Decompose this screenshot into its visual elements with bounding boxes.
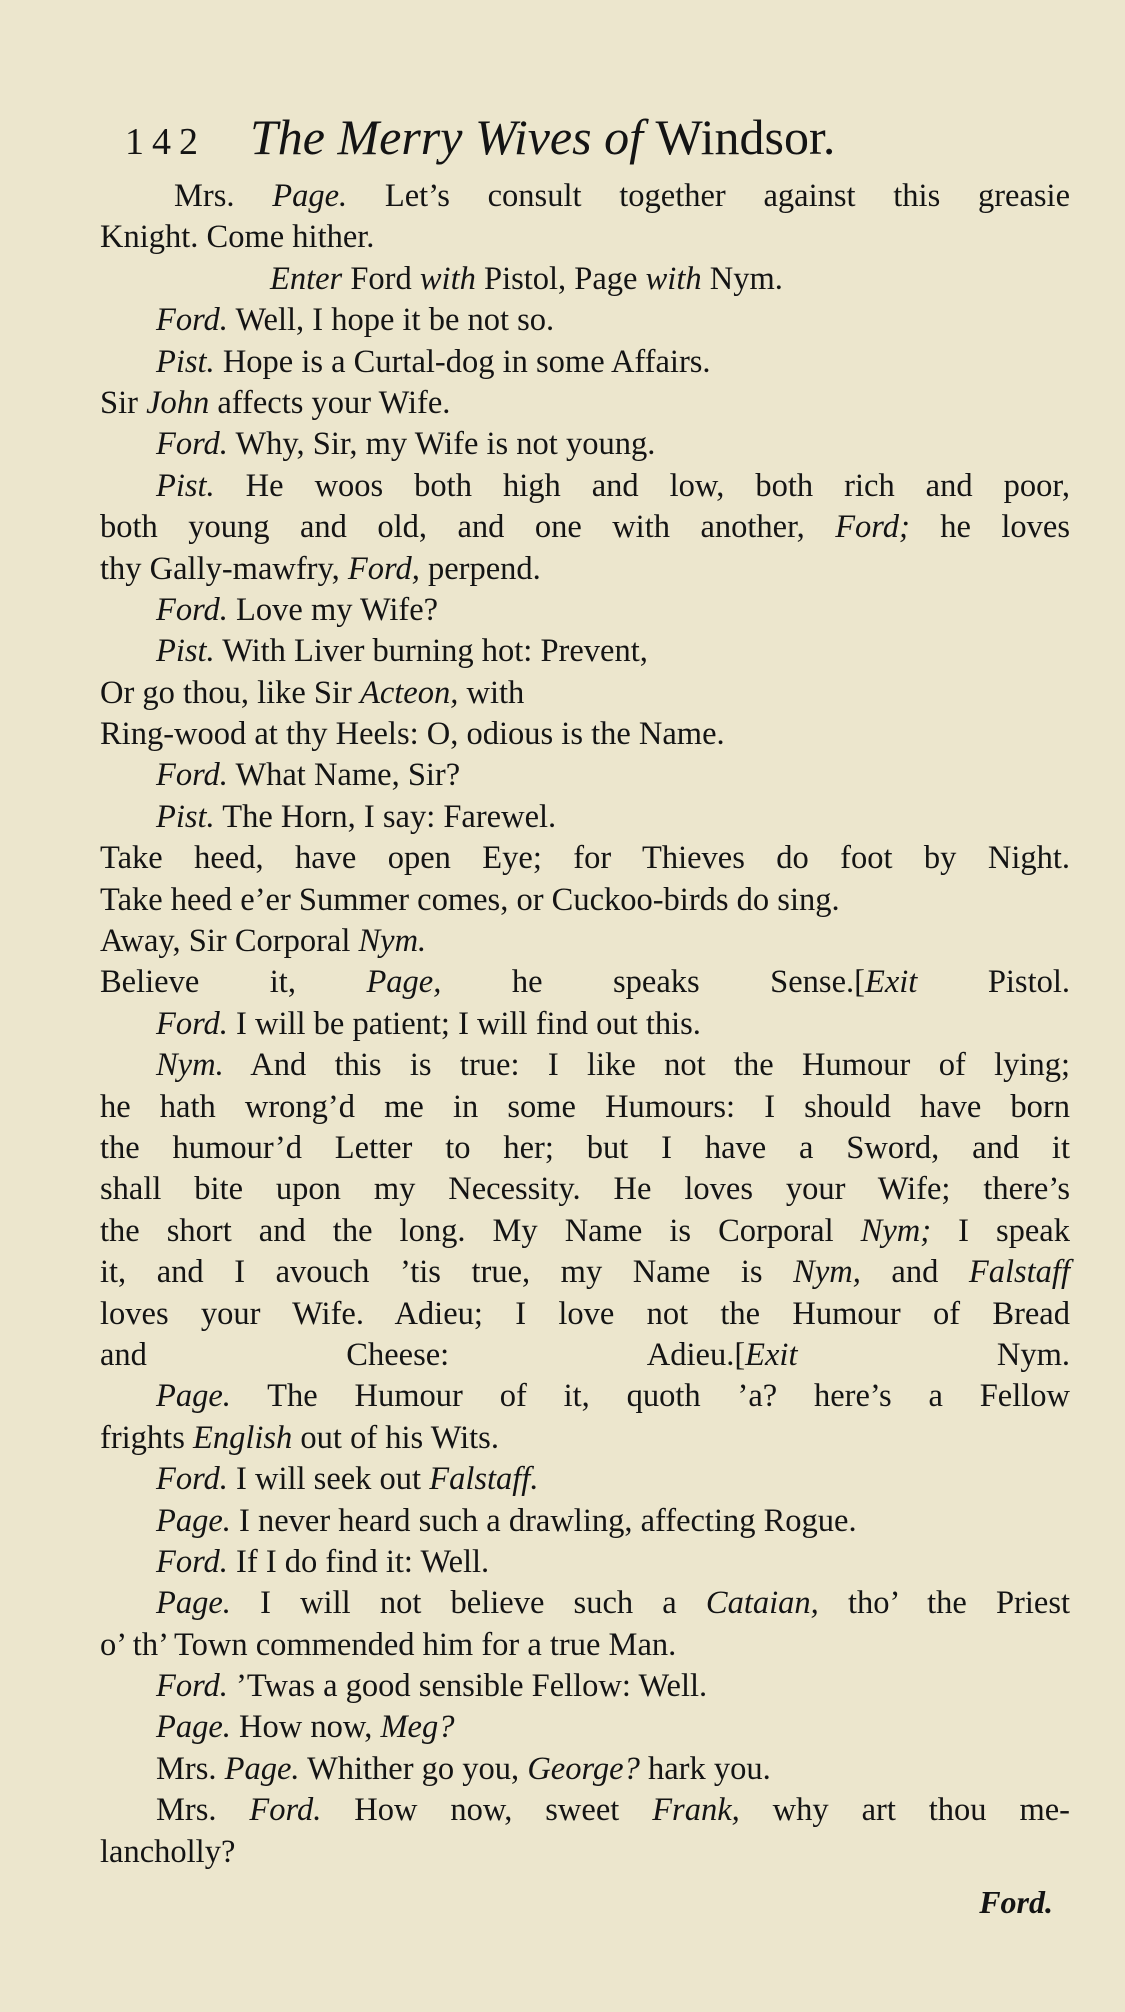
text-line (100, 1501, 1070, 1542)
text-line (100, 673, 1070, 714)
italic-text: Ford. (156, 757, 228, 794)
roman-text: Whither go you, (299, 1750, 528, 1787)
roman-text: If I do find it: Well. (227, 1543, 490, 1580)
roman-text: Nym. (797, 1336, 1071, 1373)
italic-text: Page. (272, 178, 348, 214)
italic-text: Page. (156, 1585, 231, 1622)
roman-text: and Cheese: Adieu. (100, 1336, 735, 1373)
roman-text: tho’ the Priest (818, 1585, 1070, 1622)
text-line (100, 1335, 1070, 1376)
play-text (100, 176, 1070, 1873)
roman-text: hark you. (639, 1750, 771, 1787)
text-line (100, 631, 1070, 672)
text-line (100, 1128, 1070, 1169)
text-line (100, 1169, 1070, 1210)
roman-text: I will seek out (227, 1461, 430, 1498)
italic-text: Acteon, (359, 674, 459, 711)
roman-text: Nym. (701, 260, 783, 297)
roman-text: why art thou me- (739, 1792, 1070, 1829)
italic-text: Ford. (156, 591, 228, 628)
text-line (100, 797, 1070, 838)
text-line (100, 300, 1070, 341)
roman-text: The Humour of it, quoth ’a? here’s a Fellow (230, 1378, 1070, 1415)
text-line (100, 962, 1070, 1003)
text-line (100, 507, 1070, 548)
italic-text: Exit (745, 1336, 798, 1373)
italic-text: Ford, (347, 550, 420, 587)
text-line (100, 176, 1070, 217)
italic-text: English (192, 1419, 293, 1456)
text-line (100, 1666, 1070, 1707)
italic-text: Falstaff. (429, 1461, 539, 1498)
italic-text: Pist. (156, 798, 215, 835)
italic-text: Pist. (156, 343, 215, 380)
roman-text: with (458, 674, 525, 711)
text-line (100, 1625, 1070, 1666)
text-line (100, 1459, 1070, 1500)
roman-text: Mrs. (156, 1750, 225, 1787)
italic-text: Page, (366, 964, 442, 1001)
text-line (100, 1790, 1070, 1831)
italic-text: Ford. (156, 1461, 228, 1498)
roman-text: He woos both high and low, both rich and poor, (214, 467, 1070, 504)
running-title-roman: Windsor. (655, 109, 836, 165)
text-line (100, 259, 1070, 300)
roman-text: both young and old, and one with another, (100, 509, 836, 546)
roman-text: he speaks Sense. (441, 964, 855, 1001)
text-line (100, 590, 1070, 631)
text-line (100, 424, 1070, 465)
italic-text: John (146, 384, 210, 421)
roman-text: Believe it, (100, 964, 367, 1001)
text-line (100, 1583, 1070, 1624)
italic-text: Meg? (380, 1709, 455, 1746)
italic-text: George? (527, 1750, 640, 1787)
roman-text: I speak (931, 1212, 1070, 1249)
roman-text: With Liver burning hot: Prevent, (214, 633, 648, 670)
roman-text: [ (734, 1336, 746, 1373)
roman-text: Knight. Come hither. (100, 219, 375, 256)
italic-text: Nym. (358, 923, 427, 960)
roman-text: thy Gally-mawfry, (100, 550, 348, 587)
italic-text: Nym. (156, 1047, 224, 1084)
text-line (100, 1707, 1070, 1748)
italic-text: Ford; (835, 509, 910, 546)
text-line (100, 383, 1070, 424)
italic-text: Ford. (156, 1668, 228, 1705)
roman-text: Take heed, have open Eye; for Thieves do foot by Night. (100, 840, 1070, 877)
running-header (125, 108, 835, 168)
text-line (100, 880, 1070, 921)
italic-text: Ford. (156, 1005, 228, 1042)
text-line (100, 1749, 1070, 1790)
italic-text: Enter (270, 260, 343, 297)
roman-text: The Horn, I say: Farewel. (214, 798, 557, 835)
roman-text: o’ th’ Town commended him for a true Man. (100, 1626, 677, 1663)
text-line (100, 1418, 1070, 1459)
roman-text: Or go thou, like Sir (100, 674, 360, 711)
roman-text: Pistol. (917, 964, 1070, 1001)
text-line (100, 342, 1070, 383)
roman-text: Ring-wood at thy Heels: O, odious is the Name. (100, 716, 725, 753)
italic-text: Ford. (249, 1792, 322, 1829)
italic-text: Nym; (860, 1212, 932, 1249)
italic-text: Ford. (156, 1543, 228, 1580)
italic-text: Pist. (156, 633, 215, 670)
text-line (100, 1294, 1070, 1335)
italic-text: Pist. (156, 467, 215, 504)
italic-text: Frank, (652, 1792, 740, 1829)
roman-text: out of his Wits. (292, 1419, 499, 1456)
running-title-italic: The Merry Wives of (250, 109, 643, 165)
text-line (100, 1252, 1070, 1293)
running-title (250, 109, 835, 165)
roman-text: Well, I hope it be not so. (227, 302, 555, 339)
text-line (100, 1542, 1070, 1583)
roman-text: Pistol, Page (475, 260, 646, 297)
italic-text: Cataian, (705, 1585, 819, 1622)
text-line (100, 921, 1070, 962)
page-number: 142 (125, 121, 206, 163)
italic-text: with (419, 260, 476, 297)
roman-text: And this is true: I like not the Humour of lying; (223, 1047, 1070, 1084)
roman-text: What Name, Sir? (227, 757, 461, 794)
roman-text: I will not believe such a (230, 1585, 706, 1622)
italic-text: Page. (156, 1502, 231, 1539)
roman-text: the humour’d Letter to her; but I have a Sword, and it (100, 1129, 1070, 1166)
roman-text: I never heard such a drawling, affecting Rogue. (230, 1502, 857, 1539)
roman-text: [ (854, 964, 865, 1001)
roman-text: ’Twas a good sensible Fellow: Well. (227, 1668, 708, 1705)
roman-text: Let’s consult together against this greasie (347, 178, 1071, 214)
italic-text: Falstaff (968, 1254, 1070, 1291)
italic-text: Page. (224, 1750, 300, 1787)
text-line (100, 838, 1070, 879)
roman-text: Take heed e’er Summer comes, or Cuckoo-birds do sing. (100, 881, 840, 918)
text-line (100, 755, 1070, 796)
text-line (100, 549, 1070, 590)
text-line (100, 1211, 1070, 1252)
roman-text: the short and the long. My Name is Corporal (100, 1212, 861, 1249)
roman-text: Why, Sir, my Wife is not young. (227, 426, 656, 463)
text-line (100, 466, 1070, 507)
roman-text: loves your Wife. Adieu; I love not the Humour of Bread (100, 1295, 1070, 1332)
text-line (100, 1087, 1070, 1128)
roman-text: Hope is a Curtal-dog in some Affairs. (214, 343, 711, 380)
text-line (100, 1832, 1070, 1873)
roman-text: and (860, 1254, 969, 1291)
text-line (100, 714, 1070, 755)
italic-text: Page. (156, 1378, 231, 1415)
roman-text: Sir (100, 384, 147, 421)
roman-text: he hath wrong’d me in some Humours: I should have born (100, 1088, 1070, 1125)
roman-text: Ford (342, 260, 420, 297)
roman-text: it, and I avouch ’tis true, my Name is (100, 1254, 794, 1291)
text-line (100, 1045, 1070, 1086)
text-line (100, 1004, 1070, 1045)
roman-text: lancholly? (100, 1833, 236, 1870)
roman-text: Away, Sir Corporal (100, 923, 359, 960)
roman-text: Mrs. (174, 178, 273, 214)
roman-text: How now, sweet (321, 1792, 653, 1829)
roman-text: Mrs. (156, 1792, 250, 1829)
roman-text: How now, (230, 1709, 381, 1746)
roman-text: he loves (909, 509, 1071, 546)
italic-text: Ford. (156, 426, 228, 463)
roman-text: perpend. (419, 550, 541, 587)
italic-text: with (645, 260, 702, 297)
roman-text: shall bite upon my Necessity. He loves your Wife; there’s (100, 1171, 1070, 1208)
catchword: Ford. (979, 1884, 1053, 1920)
italic-text: Page. (156, 1709, 231, 1746)
roman-text: I will be patient; I will find out this. (227, 1005, 701, 1042)
italic-text: Exit (864, 964, 918, 1001)
roman-text: frights (100, 1419, 193, 1456)
text-line (100, 1376, 1070, 1417)
italic-text: Nym, (793, 1254, 861, 1291)
italic-text: Ford. (156, 302, 228, 339)
text-line (100, 217, 1070, 258)
roman-text: Love my Wife? (227, 591, 439, 628)
roman-text: affects your Wife. (209, 384, 451, 421)
